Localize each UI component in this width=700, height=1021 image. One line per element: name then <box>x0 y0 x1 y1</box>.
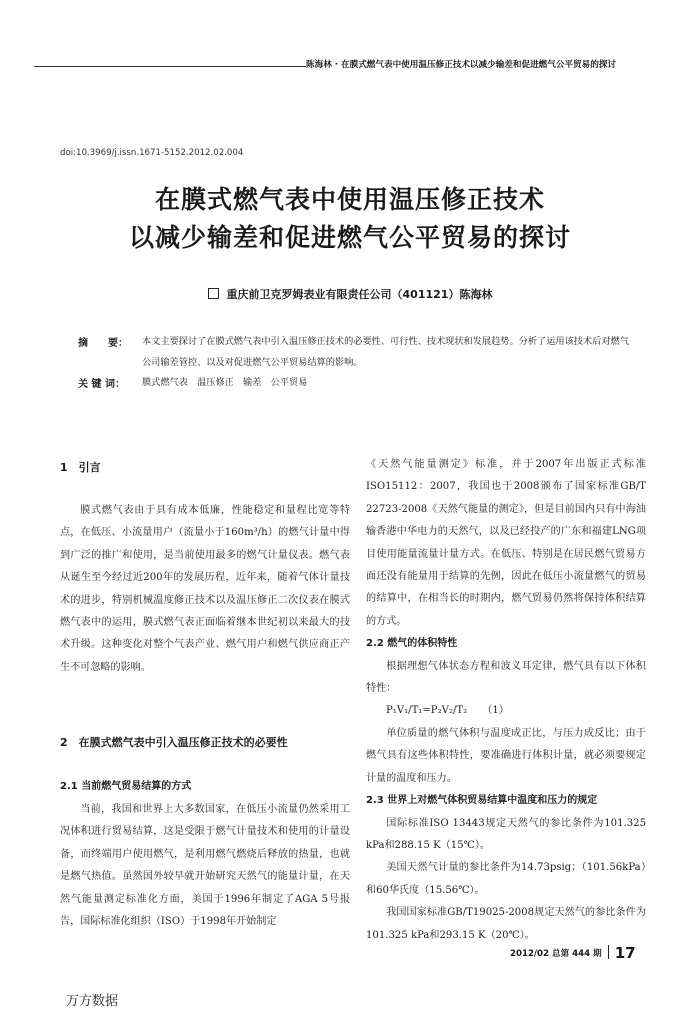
abstract-text: 本文主要探讨了在膜式燃气表中引入温压修正技术的必要性、可行性、技术现状和发展趋势。分析了运用该技术后对燃气公司输差管控、以及对促进燃气公平贸易结算的影响。 <box>142 336 629 368</box>
title-line-1: 在膜式燃气表中使用温压修正技术 <box>154 185 545 214</box>
header-rule <box>34 66 306 67</box>
keywords-text: 膜式燃气表 温压修正 输差 公平贸易 <box>142 377 308 388</box>
section-2-2-paragraph-2: 单位质量的燃气体积与温度成正比，与压力成反比；由于燃气具有这些体积特性，要准确进行体积计量，就必须要规定计量的温度和压力。 <box>366 727 646 784</box>
right-column <box>366 454 646 947</box>
footer-issue: 2012/02 总第 444 期 <box>510 949 602 959</box>
section-2-2-paragraph-1: 根据理想气体状态方程和波义耳定律，燃气具有以下体积特性： <box>366 660 646 695</box>
page-number: 17 <box>614 944 636 962</box>
abstract-label: 摘 要： <box>78 338 128 349</box>
section-2-3-paragraph-3: 我国国家标准GB/T19025-2008规定天然气的参比条件为101.325 kPa和293.15 K（20℃）。 <box>366 907 646 941</box>
section-2-3-paragraph-1: 国际标准ISO 13443规定天然气的参比条件为101.325 kPa和288.15 K（15℃）。 <box>366 817 646 851</box>
running-head: 陈海林 · 在膜式燃气表中使用温压修正技术以减少输差和促进燃气公平贸易的探讨 <box>306 60 617 70</box>
formula-1: P₁V₁/T₁=P₂V₂/T₂ （1） <box>386 705 509 717</box>
right-continuation-paragraph: 《天然气能量测定》标准，并于2007年出版正式标准ISO15112：2007，我国也于2008颁布了国家标准GB/T 22723-2008《天然气能量的测定》，但是目前国内只有中海油输香港中华电力的天然气，以及已经投产的广东和福建LNG项目使用能量流量计量方式。在低压、特别是在居民燃气贸易方面还没有能量用于结算的先例，因此在低压小流量燃气的贸易的结算中，在相当长的时期内，燃气贸易仍然将保持体积结算的方式。 <box>366 459 646 627</box>
section-2-2-heading: 2.2 燃气的体积特性 <box>366 638 458 650</box>
square-bullet-icon <box>208 288 219 299</box>
watermark: 万方数据 <box>66 994 119 1009</box>
section-2-1-body <box>60 799 350 933</box>
section-1-paragraph: 膜式燃气表由于具有成本低廉，性能稳定和量程比宽等特点，在低压、小流量用户（流量小于160m³/h）的燃气计量中得到广泛的推广和使用，是当前使用最多的燃气计量仪表。燃气表从诞生至今经过近200年的发展历程，近年来，随着气体计量技术的进步，特别机械温度修正技术以及温压修正二次仪表在膜式燃气表中的运用，膜式燃气表正面临着继本世纪初以来最大的技术升级。这种变化对整个气表产业、燃气用户和燃气供应商正产生不可忽略的影响。 <box>60 505 350 673</box>
section-1-heading: 1 引言 <box>60 461 101 474</box>
author-line <box>0 286 700 302</box>
section-2-3-heading: 2.3 世界上对燃气体积贸易结算中温度和压力的规定 <box>366 795 598 807</box>
doi: doi:10.3969/j.issn.1671-5152.2012.02.004 <box>60 148 244 158</box>
footer-divider <box>608 945 609 959</box>
section-2-3-paragraph-2: 美国天然气计量的参比条件为14.73psig；（101.56kPa）和60华氏度（15.56℃）。 <box>366 862 646 896</box>
section-2-1-paragraph: 当前，我国和世界上大多数国家，在低压小流量仍然采用工况体积进行贸易结算，这是受限于燃气计量技术和使用的计量设备，而终端用户使用燃气，是利用燃气燃烧后释放的热量，也就是燃气热值。虽然国外较早就开始研究天然气的能量计量，在天然气能量测定标准化方面，美国于1996年制定了AGA 5号报告，国际标准化组织（ISO）于1998年开始制定 <box>60 804 350 928</box>
section-2-1-heading: 2.1 当前燃气贸易结算的方式 <box>60 781 192 792</box>
section-1-body <box>60 500 350 679</box>
title-line-2: 以减少输差和促进燃气公平贸易的探讨 <box>128 223 571 252</box>
page-footer <box>510 944 636 962</box>
author-text: 重庆前卫克罗姆表业有限责任公司（401121）陈海林 <box>226 288 493 301</box>
keywords-label: 关 键 词： <box>78 379 125 390</box>
section-2-heading: 2 在膜式燃气表中引入温压修正技术的必要性 <box>60 736 288 749</box>
